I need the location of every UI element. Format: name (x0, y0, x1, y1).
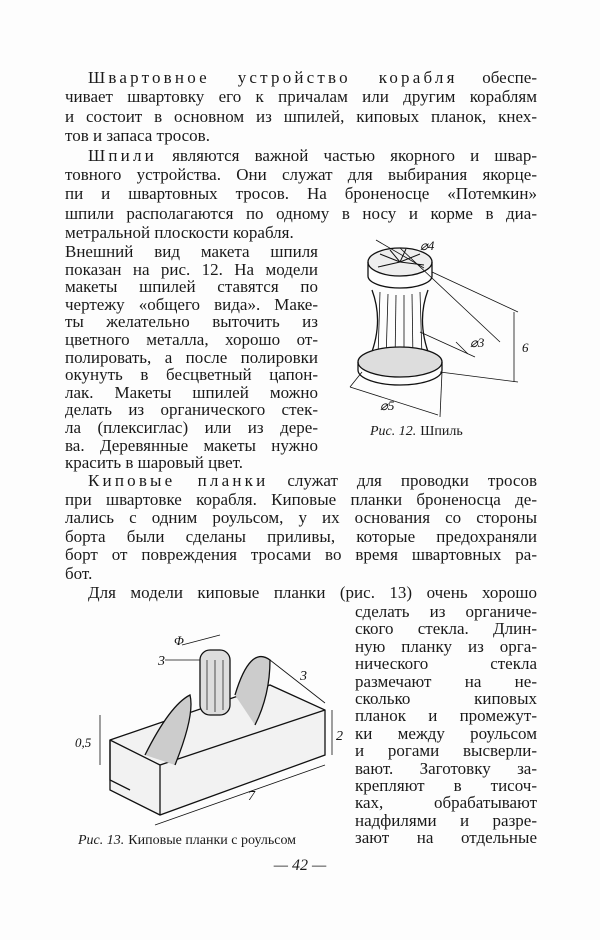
line-text: ла (плексиглас) или из дере- (65, 417, 318, 437)
figure-13-title: Киповые планки с роульсом (128, 833, 297, 848)
line-text: и рогами высверли- (355, 741, 537, 761)
text-line (65, 296, 318, 314)
text-line (65, 87, 537, 106)
figure-12-label: Рис. 12. (370, 424, 417, 439)
line-text: макеты шпилей ставятся по (65, 277, 318, 297)
line-text: сделать из органиче- (355, 602, 537, 621)
line-text: цветного металла, хорошо от- (65, 329, 318, 349)
text-line (65, 349, 318, 367)
intro-paragraphs (65, 68, 537, 243)
line-text: борт от повреждения тросами во время швартовных ра- (65, 545, 537, 565)
text-line (65, 454, 318, 472)
text-line (355, 760, 537, 777)
line-text: зают на отдельные (355, 828, 537, 848)
line-text: планок и промежут- (355, 706, 537, 726)
text-line (65, 565, 537, 584)
text-line (65, 584, 537, 603)
text-line (355, 620, 537, 637)
line-text: Для модели киповые планки (рис. 13) очень хорошо (88, 582, 537, 602)
line-text: красить в шаровый цвет. (65, 453, 244, 473)
text-line (355, 655, 537, 672)
capstan-text-column (65, 243, 318, 472)
dim-height-2: 2 (336, 729, 343, 744)
line-text: лались с одним роульсом, у их основания со стороны (65, 508, 537, 528)
text-line (355, 812, 537, 829)
line-text: сколько киповых (355, 688, 537, 708)
line-text: крепляют в тисоч- (355, 775, 537, 795)
line-text: показан на рис. 12. На модели (65, 259, 318, 279)
text-line (65, 401, 318, 419)
line-text: и состоит в основном из шпилей, киповых планок, кнех- (65, 106, 537, 126)
line-text: чивает швартовку его к причалам или другим кораблям (65, 87, 537, 107)
line-text: вают. Заготовку за- (355, 758, 537, 778)
text-line (65, 437, 318, 455)
line-text: борта были сделаны приливы, которые предохраняли (65, 526, 537, 546)
line-text: являются важной частью якорного и швар- (156, 145, 537, 165)
text-line (355, 742, 537, 759)
line-text: тов и запаса тросов. (65, 126, 210, 146)
text-line (355, 829, 537, 846)
dim-phi: Φ (174, 633, 184, 648)
fairlead-text-column (355, 603, 537, 846)
text-line (355, 707, 537, 724)
text-line (65, 146, 537, 165)
text-line (65, 204, 537, 223)
spaced-term: Киповые планки (88, 471, 269, 490)
dim-0-5: 0,5 (75, 735, 92, 750)
line-text: чертежу «общего вида». Маке- (65, 294, 318, 314)
text-line (65, 528, 537, 547)
dim-width-3: 3 (300, 669, 307, 684)
line-text: полировать, а после полировки (65, 347, 318, 367)
dim-diameter-4: ⌀4 (420, 238, 435, 253)
line-text: Внешний вид макета шпиля (65, 242, 318, 261)
figure-12-caption (370, 424, 463, 440)
line-text: размечают на не- (355, 671, 537, 691)
text-line (65, 184, 537, 203)
dim-length-7: 7 (248, 789, 255, 804)
line-text: товного устройства. Они служат для выбирания якорце- (65, 164, 537, 184)
capstan-figure (340, 232, 540, 422)
page-number: — 42 — (273, 857, 327, 874)
text-line (355, 777, 537, 794)
text-line (65, 491, 537, 510)
line-text: окунуть в бесцветный цапон- (65, 365, 318, 385)
spaced-term: Шпили (88, 145, 157, 165)
text-line (355, 794, 537, 811)
line-text: ки между роульсом (355, 723, 537, 743)
line-text: ную планку из орга- (355, 636, 537, 656)
line-text: пи и швартовных тросов. На броненосце «Потемкин» (65, 184, 537, 204)
text-line (65, 165, 537, 184)
text-line (65, 313, 318, 331)
line-text: служат для проводки тросов (268, 471, 537, 490)
line-text: при швартовке корабля. Киповые планки броненосца де- (65, 489, 537, 509)
text-line (65, 366, 318, 384)
dim-diameter-3: ⌀3 (470, 335, 485, 350)
text-line (355, 690, 537, 707)
line-text: бот. (65, 563, 93, 583)
text-line (355, 603, 537, 620)
line-text: метральной плоскости корабля. (65, 223, 294, 243)
text-line (65, 509, 537, 528)
text-line (65, 261, 318, 279)
text-line (65, 331, 318, 349)
text-line (65, 278, 318, 296)
text-line (65, 419, 318, 437)
text-line (355, 725, 537, 742)
text-line (355, 673, 537, 690)
spaced-term: Швартовное устройство корабля (88, 68, 458, 87)
text-line (65, 384, 318, 402)
dim-diameter-5: ⌀5 (380, 398, 395, 413)
line-text: надфилями и разре- (355, 810, 537, 830)
figure-12-title: Шпиль (420, 424, 463, 439)
figure-13-label: Рис. 13. (78, 833, 125, 848)
line-text: лак. Макеты шпилей можно (65, 382, 318, 402)
line-text: нического стекла (355, 654, 537, 674)
fairlead-paragraphs (65, 472, 537, 602)
dim-height-6: 6 (522, 340, 529, 355)
text-line (65, 243, 318, 261)
line-text: ва. Деревянные макеты нужно (65, 435, 318, 455)
line-text: ского стекла. Длин- (355, 619, 537, 639)
fairlead-figure (70, 615, 355, 830)
text-line (65, 126, 537, 145)
text-line (65, 472, 537, 491)
dim-height-3: 3 (158, 654, 165, 669)
text-line (65, 546, 537, 565)
text-line (65, 107, 537, 126)
line-text: ках, обрабатывают (355, 793, 537, 813)
line-text: обеспе- (457, 68, 537, 87)
line-text: шпили располагаются по одному в носу и корме в диа- (65, 203, 537, 223)
text-line (355, 638, 537, 655)
text-line (65, 68, 537, 87)
line-text: ты желательно выточить из (65, 312, 318, 332)
line-text: делать из органического стек- (65, 400, 318, 420)
figure-13-caption (78, 833, 296, 849)
